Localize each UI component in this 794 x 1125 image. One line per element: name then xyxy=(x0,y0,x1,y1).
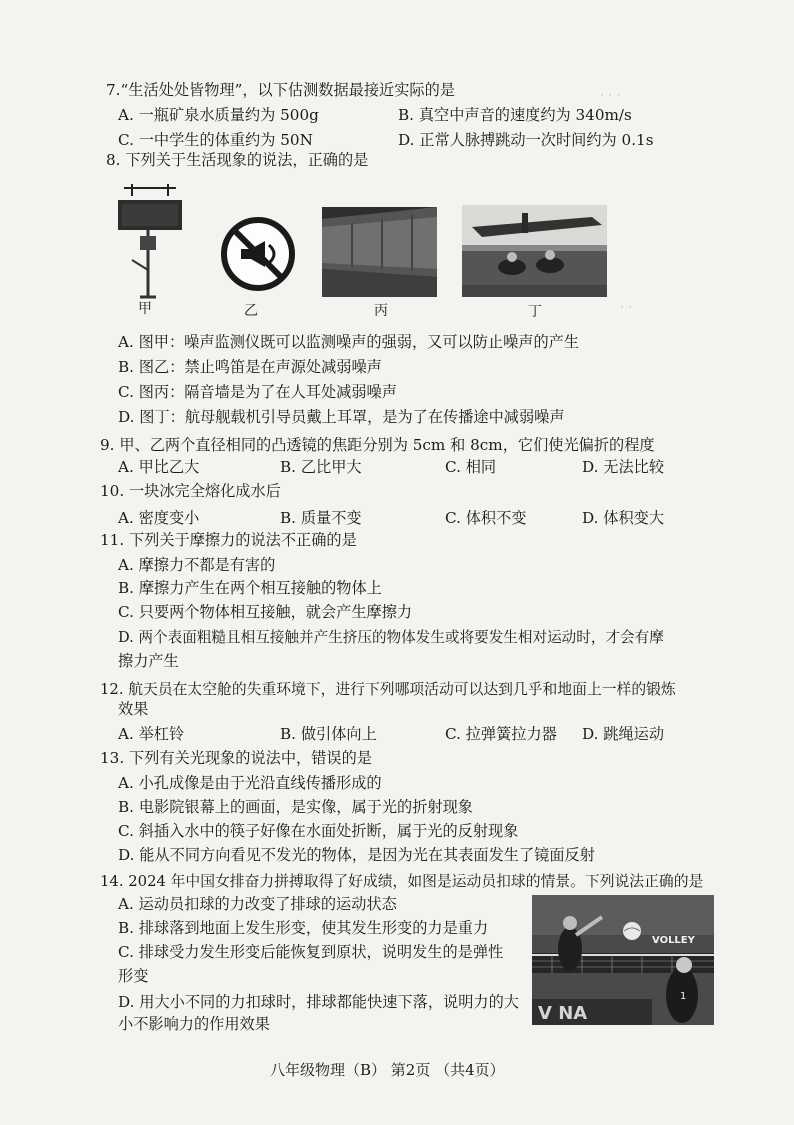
q11-option-d-continued: 擦力产生 xyxy=(118,652,179,670)
sound-barrier-wall-image xyxy=(322,207,437,297)
q10-stem: 10. 一块冰完全熔化成水后 xyxy=(100,482,281,500)
q10-option-c: C. 体积不变 xyxy=(445,509,527,527)
q9-stem: 9. 甲、乙两个直径相同的凸透镜的焦距分别为 5cm 和 8cm，它们使光偏折的程度 xyxy=(100,436,655,454)
q12-option-b: B. 做引体向上 xyxy=(280,725,377,743)
q10-option-b: B. 质量不变 xyxy=(280,509,362,527)
q14-option-c-continued: 形变 xyxy=(118,967,149,985)
carrier-deck-crew-image xyxy=(462,205,607,297)
q12-option-d: D. 跳绳运动 xyxy=(582,725,665,743)
q13-stem: 13. 下列有关光现象的说法中，错误的是 xyxy=(100,749,372,767)
q11-stem: 11. 下列关于摩擦力的说法不正确的是 xyxy=(100,531,357,549)
q9-option-a: A. 甲比乙大 xyxy=(118,458,200,476)
q13-option-d: D. 能从不同方向看见不发光的物体，是因为光在其表面发生了镜面反射 xyxy=(118,846,595,864)
q14-option-d: D. 用大小不同的力扣球时，排球都能快速下落，说明力的大 xyxy=(118,993,519,1011)
q7-option-d: D. 正常人脉搏跳动一次时间约为 0.1s xyxy=(398,131,654,149)
q8-option-b: B. 图乙：禁止鸣笛是在声源处减弱噪声 xyxy=(118,358,382,376)
q14-option-c: C. 排球受力发生形变后能恢复到原状，说明发生的是弹性 xyxy=(118,943,504,961)
q14-option-a: A. 运动员扣球的力改变了排球的运动状态 xyxy=(118,895,397,913)
noise-monitor-image xyxy=(110,180,190,300)
q14-stem: 14. 2024 年中国女排奋力拼搏取得了好成绩，如图是运动员扣球的情景。下列说法正确的是 xyxy=(100,873,704,890)
q14-option-b: B. 排球落到地面上发生形变，使其发生形变的力是重力 xyxy=(118,919,489,937)
q13-option-a: A. 小孔成像是由于光沿直线传播形成的 xyxy=(118,774,382,792)
figure-caption-bing: 丙 xyxy=(374,303,388,319)
q13-option-c: C. 斜插入水中的筷子好像在水面处折断，属于光的反射现象 xyxy=(118,822,519,840)
q8-option-c: C. 图丙：隔音墙是为了在人耳处减弱噪声 xyxy=(118,383,397,401)
q11-option-a: A. 摩擦力不都是有害的 xyxy=(118,556,276,574)
q11-option-d: D. 两个表面粗糙且相互接触并产生挤压的物体发生或将要发生相对运动时，才会有摩 xyxy=(118,629,664,646)
q7-option-c: C. 一中学生的体重约为 50N xyxy=(118,131,313,149)
svg-text:1: 1 xyxy=(680,991,687,1002)
volleyball-spike-photo xyxy=(532,895,714,1025)
photo-banner-text: VOLLEY xyxy=(652,935,695,946)
q13-option-b: B. 电影院银幕上的画面，是实像，属于光的折射现象 xyxy=(118,798,473,816)
q8-option-a: A. 图甲：噪声监测仪既可以监测噪声的强弱，又可以防止噪声的产生 xyxy=(118,333,580,351)
q12-stem-continued: 效果 xyxy=(118,700,149,718)
q9-option-b: B. 乙比甲大 xyxy=(280,458,362,476)
q10-option-a: A. 密度变小 xyxy=(118,509,200,527)
bleed-through-mark: · · xyxy=(620,300,633,315)
q7-option-b: B. 真空中声音的速度约为 340m/s xyxy=(398,106,632,124)
q11-option-c: C. 只要两个物体相互接触，就会产生摩擦力 xyxy=(118,603,413,621)
q9-option-d: D. 无法比较 xyxy=(582,458,665,476)
q9-option-c: C. 相同 xyxy=(445,458,497,476)
figure-caption-jia: 甲 xyxy=(138,301,152,317)
q12-option-c: C. 拉弹簧拉力器 xyxy=(445,725,557,743)
page-footer: 八年级物理（B） 第2页 （共4页） xyxy=(270,1061,505,1079)
q8-stem: 8. 下列关于生活现象的说法，正确的是 xyxy=(106,151,369,169)
figure-caption-yi: 乙 xyxy=(244,303,258,319)
q8-option-d: D. 图丁：航母舰载机引导员戴上耳罩，是为了在传播途中减弱噪声 xyxy=(118,408,565,426)
svg-text:V NA: V NA xyxy=(538,1003,588,1024)
q14-option-d-continued: 小不影响力的作用效果 xyxy=(118,1015,270,1033)
q12-stem: 12. 航天员在太空舱的失重环境下，进行下列哪项活动可以达到几乎和地面上一样的锻炼 xyxy=(100,681,676,698)
figure-caption-ding: 丁 xyxy=(528,304,542,320)
q12-option-a: A. 举杠铃 xyxy=(118,725,185,743)
q7-option-a: A. 一瓶矿泉水质量约为 500g xyxy=(118,106,319,124)
q11-option-b: B. 摩擦力产生在两个相互接触的物体上 xyxy=(118,579,382,597)
q10-option-d: D. 体积变大 xyxy=(582,509,665,527)
no-honking-sign-icon xyxy=(219,215,297,293)
q7-stem: 7.“生活处处皆物理”，以下估测数据最接近实际的是 xyxy=(106,81,455,99)
bleed-through-mark: · · · xyxy=(600,88,621,103)
